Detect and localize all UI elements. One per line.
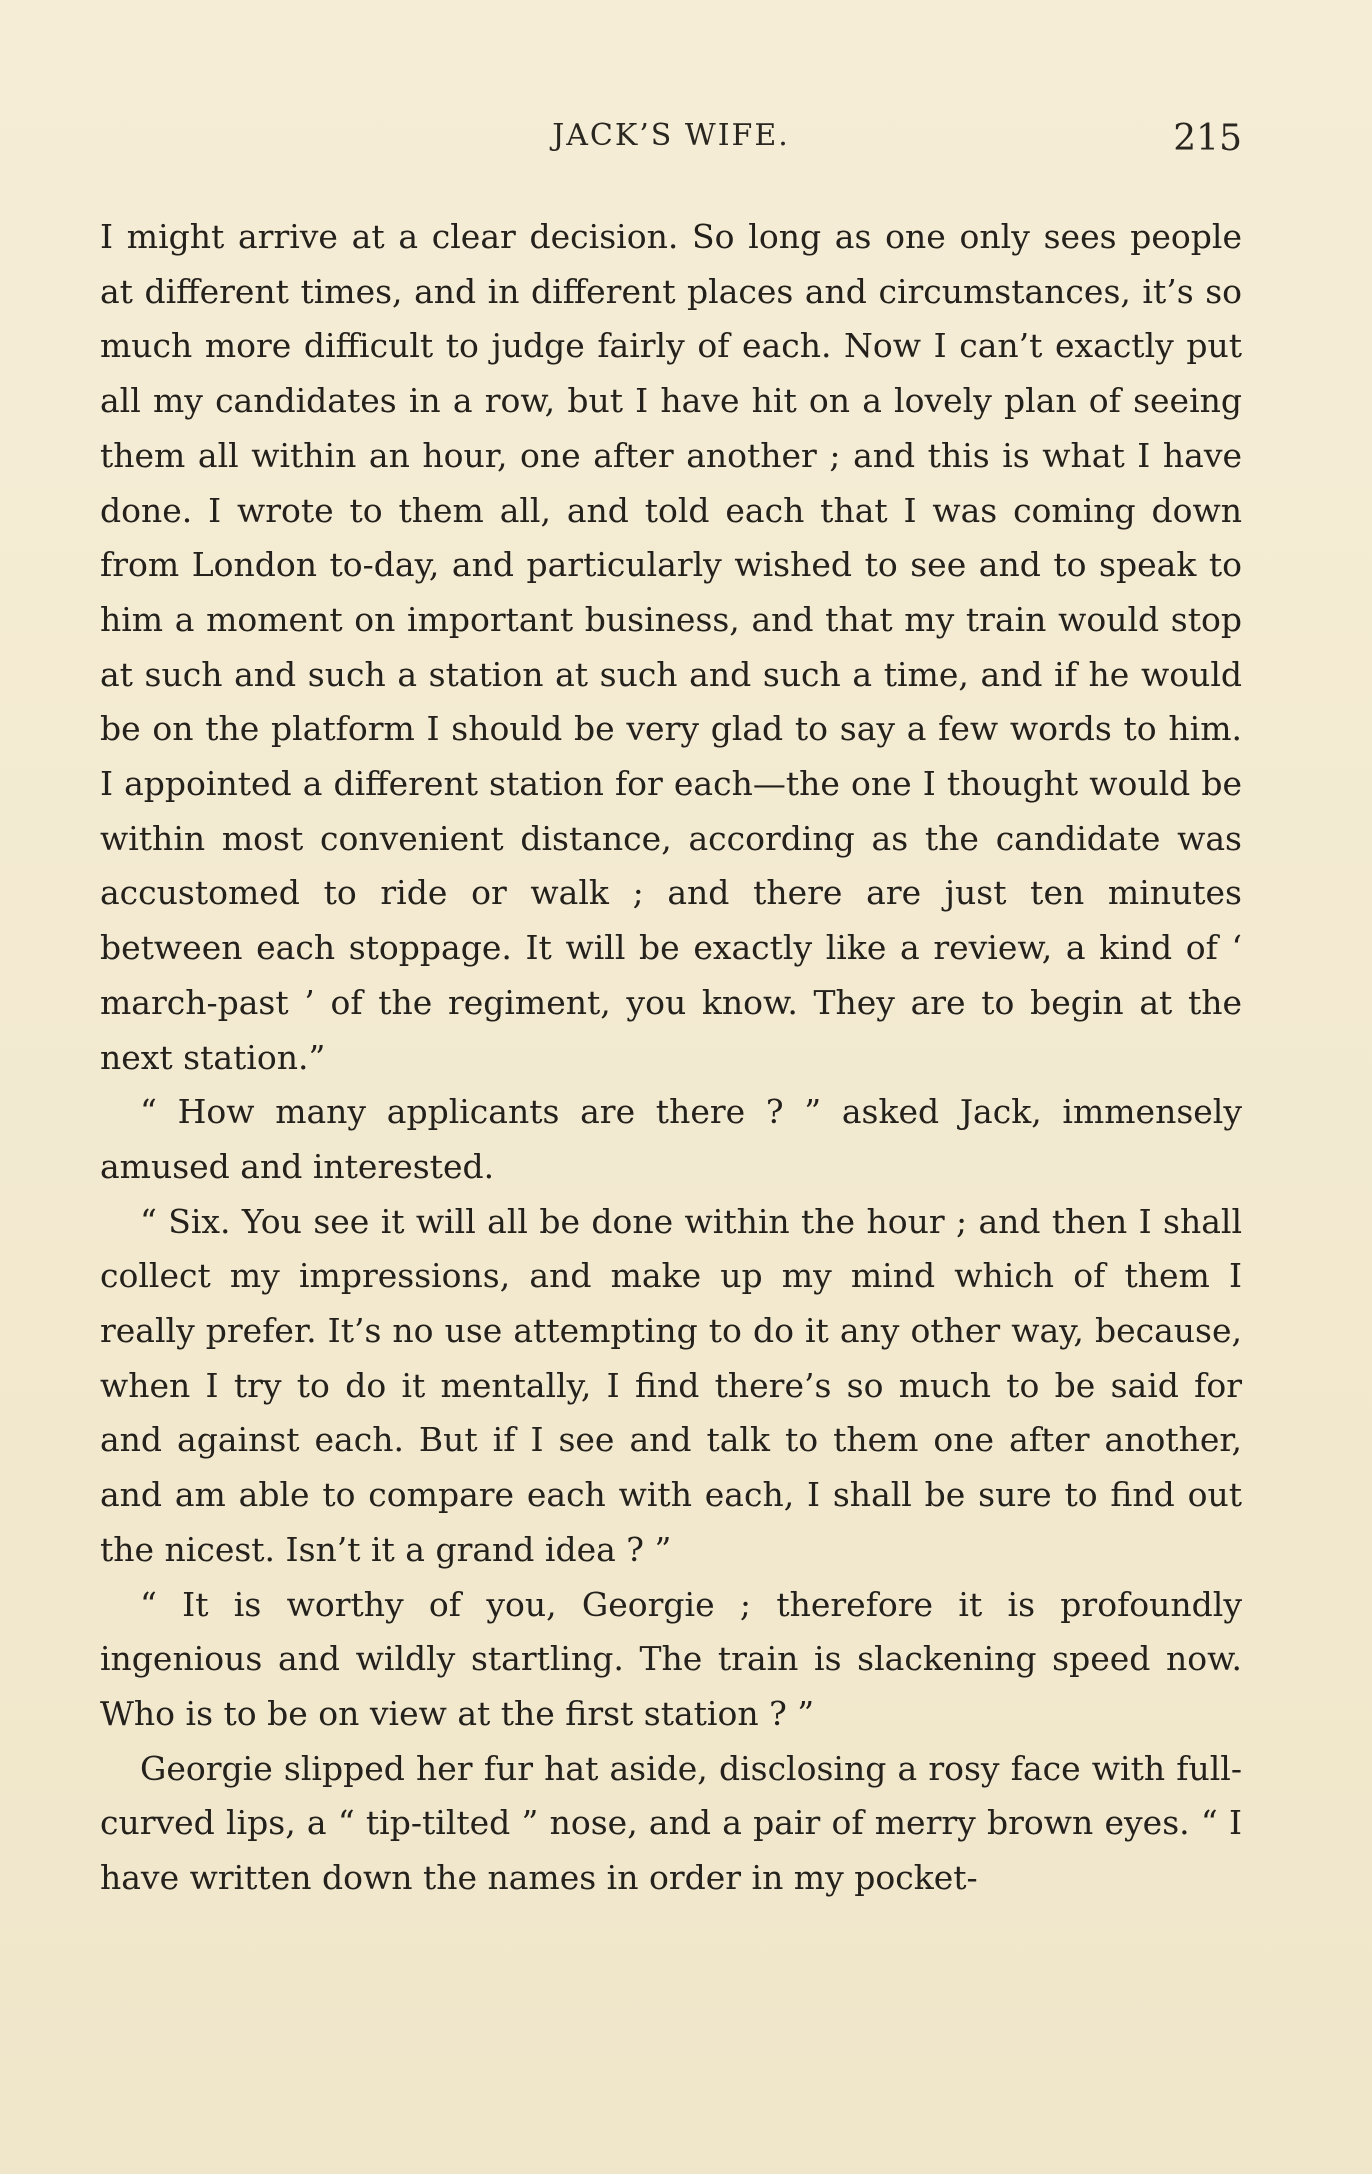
paragraph: “ How many applicants are there ? ” asked Jack, immensely amused and interested. [100, 1092, 1242, 1186]
body-text [100, 210, 1242, 1906]
page-number: 215 [1173, 118, 1242, 159]
paragraph: “ It is worthy of you, Georgie ; therefore it is profoundly ingenious and wildly startling. The train is slackening speed now. Who is to be on view at the first station ? ” [100, 1584, 1242, 1733]
paragraph: Georgie slipped her fur hat aside, disclosing a rosy face with full-curved lips, a “ tip-tilted ” nose, and a pair of merry brown eyes. “ I have written down the names in order in my pocket- [100, 1748, 1242, 1898]
page-header [100, 118, 1242, 168]
paragraph: I might arrive at a clear decision. So long as one only sees people at different times, and in different places and circumstances, it’s so much more difficult to judge fairly of each. Now I can’t exactly put all my candidates in a row, but I have hit on a lovely plan of seeing them all within an hour, one after another ; and this is what I have done. I wrote to them all, and told each that I was coming down from London to-day, and particularly wished to see and to speak to him a moment on important business, and that my train would stop at such and such a station at such and such a time, and if he would be on the platform I should be very glad to say a few words to him. I appointed a different station for each—the one I thought would be within most convenient distance, according as the candidate was accustomed to ride or walk ; and there are just ten minutes between each stoppage. It will be exactly like a review, a kind of ‘ march-past ’ of the regiment, you know. They are to begin at the next station.” [100, 217, 1242, 1077]
running-title: JACK’S WIFE. [552, 118, 790, 153]
paragraph: “ Six. You see it will all be done within the hour ; and then I shall collect my impressions, and make up my mind which of them I really prefer. It’s no use attempting to do it any other way, because, when I try to do it mentally, I find there’s so much to be said for and against each. But if I see and talk to them one after another, and am able to compare each with each, I shall be sure to find out the nicest. Isn’t it a grand idea ? ” [100, 1201, 1242, 1569]
